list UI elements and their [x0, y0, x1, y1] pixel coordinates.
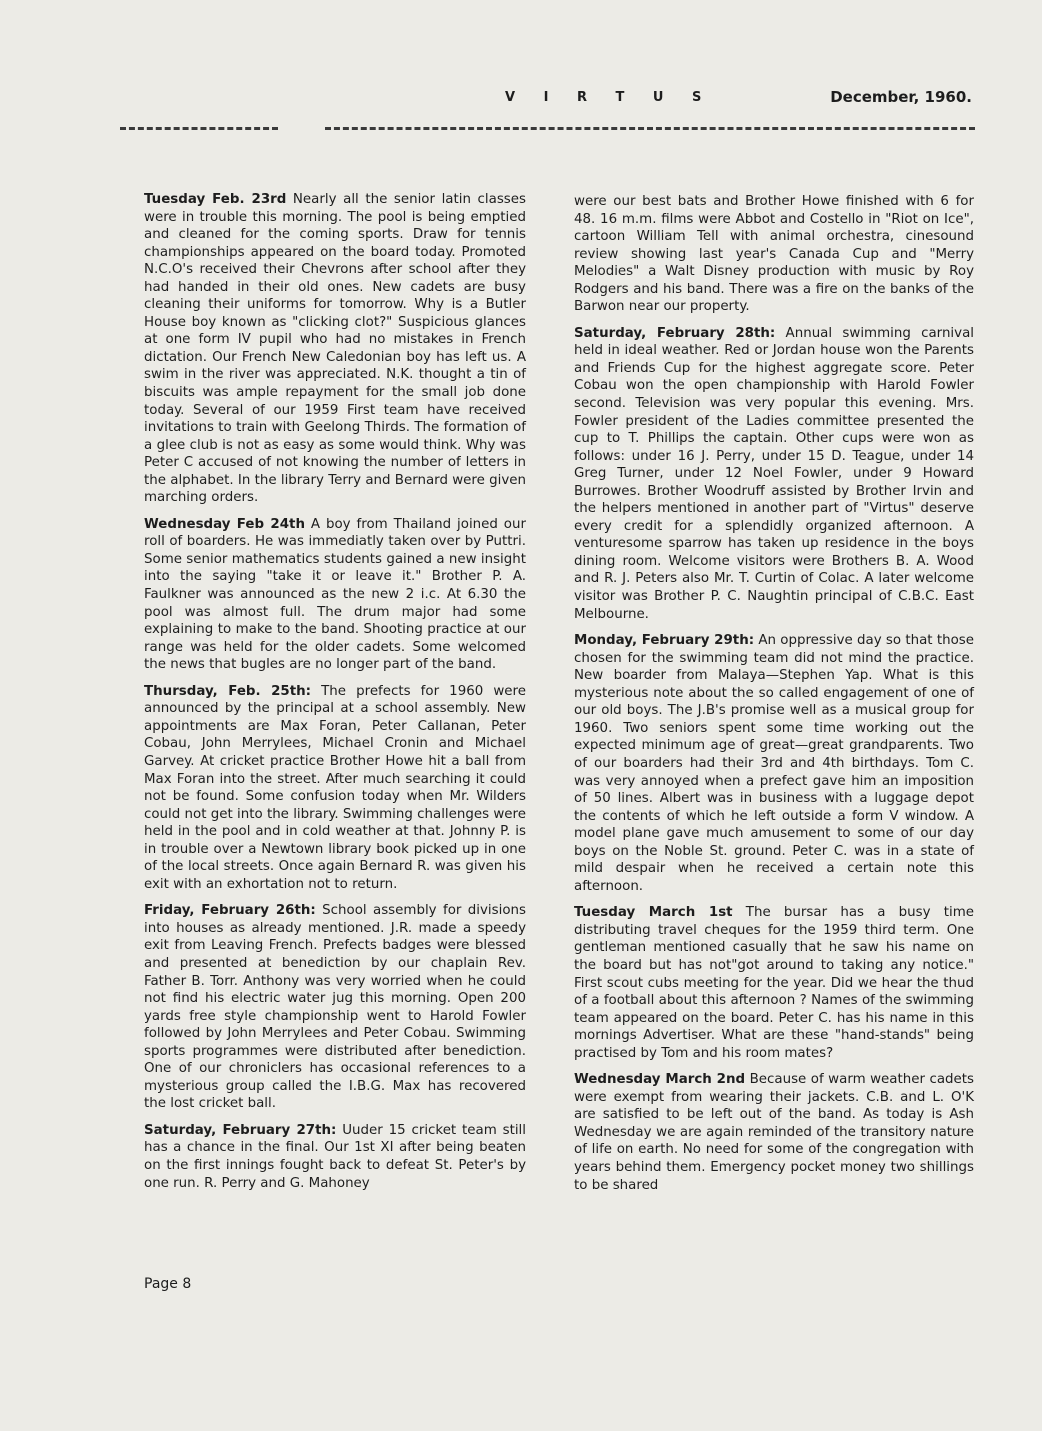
- decorative-rule-right: [325, 127, 975, 130]
- entry-date: Thursday, Feb. 25th:: [144, 683, 312, 699]
- publication-title: V I R T U S: [505, 90, 714, 105]
- diary-entry: [144, 1122, 526, 1192]
- entry-date: Saturday, February 27th:: [144, 1122, 337, 1138]
- entry-date: Friday, February 26th:: [144, 903, 316, 919]
- entry-text: Annual swimming carnival held in ideal weather. Red or Jordan house won the Parents and Friends Cup for the highest aggregate score. Peter Cobau won the open championship with Harold Fowler second. Television was very popular this evening. Mrs. Fowler president of the Ladies committee presented the cup to T. Phillips the captain. Other cups were won as follows: under 16 J. Perry, under 15 D. Teague, under 14 Greg Turner, under 12 Noel Fowler, under 9 Howard Burrowes. Brother Woodruff assisted by Brother Irvin and the helpers mentioned in another part of "Virtus" deserve every credit for a splendidly organized afternoon. A venturesome sparrow has taken up residence in the boys dining room. Welcome visitors were Brothers B. A. Wood and R. J. Peters also Mr. T. Curtin of Colac. A later welcome visitor was Brother P. C. Naughtin principal of C.B.C. East Melbourne.: [574, 325, 975, 622]
- diary-entry: [574, 904, 974, 1062]
- decorative-rule-left: [120, 127, 278, 130]
- diary-entry: [144, 516, 526, 674]
- entry-date: Wednesday March 2nd: [574, 1072, 746, 1088]
- continued-text: were our best bats and Brother Howe finished with 6 for 48. 16 m.m. films were Abbot and Costello in "Riot on Ice", cartoon William Tell with animal orchestra, cinesound review showing last year's Canada Cup and "Merry Melodies" a Walt Disney production with music by Roy Rodgers and his band. There was a fire on the banks of the Barwon near our property.: [574, 194, 974, 315]
- diary-entry: [144, 902, 526, 1113]
- page-number: Page 8: [144, 1276, 192, 1292]
- diary-entry: [574, 632, 974, 895]
- entry-text: An oppressive day so that those chosen for the swimming team did not mind the practice. New boarder from Malaya—Stephen Yap. What is this mysterious note about the so called engagement of one of our old boys. The J.B's promise well as a musical group for 1960. Two seniors spent some time working out the expected minimum age of great—great grandparents. Two of our boarders had their 3rd and 4th birthdays. Tom C. was very annoyed when a prefect gave him an imposition of 50 lines. Albert was in business with a luggage depot the contents of which he left outside a form V window. A model plane gave much amusement to some of our day boys on the Noble St. ground. Peter C. was in a state of mild despair when he received a certain note this afternoon.: [574, 633, 974, 894]
- entry-date: Wednesday Feb 24th: [144, 516, 305, 532]
- left-column: [144, 191, 526, 1201]
- entry-text: A boy from Thailand joined our roll of boarders. He was immediatly taken over by Puttri. Some senior mathematics students gained a new insight into the saying "take it or leave it." Brother P. A. Faulkner was announced as the new 2 i.c. At 6.30 the pool was almost full. The drum major had some explaining to make to the band. Shooting practice at our range was held for the older cadets. Some welcomed the news that bugles are no longer part of the band.: [144, 516, 526, 673]
- entry-date: Saturday, February 28th:: [574, 325, 776, 341]
- entry-date: Tuesday March 1st: [574, 905, 733, 921]
- entry-date: Monday, February 29th:: [574, 633, 755, 649]
- entry-text: Uuder 15 cricket team still has a chance in the final. Our 1st XI after being beaten on the first innings fought back to defeat St. Peter's by one run. R. Perry and G. Mahoney: [144, 1122, 526, 1191]
- entry-text: Nearly all the senior latin classes were in trouble this morning. The pool is being emptied and cleaned for the coming sports. Draw for tennis championships appeared on the board today. Promoted N.C.O's received their Chevrons after school after they had handed in their old ones. New cadets are busy cleaning their uniforms for tomorrow. Why is a Butler House boy known as "clicking clot?" Suspicious glances at one form IV pupil who had no mistakes in French dictation. Our French New Caledonian boy has left us. A swim in the river was appreciated. N.K. thought a tin of biscuits was ample repayment for the small job done today. Several of our 1959 First team have received invitations to train with Geelong Thirds. The formation of a glee club is not as easy as some would think. Why was Peter C accused of not knowing the number of letters in the alphabet. In the library Terry and Bernard were given marching orders.: [144, 192, 526, 506]
- entry-text: School assembly for divisions into houses as already mentioned. J.R. made a speedy exit from Leaving French. Prefects badges were blessed and presented at benediction by our chaplain Rev. Father B. Torr. Anthony was very worried when he could not find his electric water jug this morning. Open 200 yards free style championship went to Harold Fowler followed by John Merrylees and Peter Cobau. Swimming sports programmes were distributed after benediction. One of our chroniclers has occasional references to a mysterious group called the I.B.G. Max has recovered the lost cricket ball.: [144, 903, 526, 1112]
- entry-text: Because of warm weather cadets were exempt from wearing their jackets. C.B. and L. O'K are satisfied to be left out of the band. As today is Ash Wednesday we are again reminded of the transitory nature of life on earth. No need for some of the congregation with years behind them. Emergency pocket money two shillings to be shared: [574, 1072, 974, 1193]
- diary-entry: [574, 1071, 974, 1194]
- entry-date: Tuesday Feb. 23rd: [144, 192, 287, 207]
- diary-entry: [144, 683, 526, 894]
- right-column: [574, 193, 974, 1203]
- issue-date: December, 1960.: [830, 88, 972, 106]
- diary-entry: [144, 191, 526, 507]
- entry-text: The bursar has a busy time distributing travel cheques for the 1959 third term. One gentleman mentioned casually that he saw his name on the board but has not"got around to taking any notice." First scout cubs meeting for the year. Did we hear the thud of a football about this afternoon ? Names of the swimming team appeared on the board. Peter C. has his name in this mornings Advertiser. What are these "hand-stands" being practised by Tom and his room mates?: [574, 905, 975, 1061]
- diary-entry: [574, 325, 974, 623]
- entry-text: The prefects for 1960 were announced by the principal at a school assembly. New appointments are Max Foran, Peter Callanan, Peter Cobau, John Merrylees, Michael Cronin and Michael Garvey. At cricket practice Brother Howe hit a ball from Max Foran into the street. After much searching it could not be found. Some confusion today when Mr. Wilders could not get into the library. Swimming challenges were held in the pool and in cold weather at that. Johnny P. is in trouble over a Newtown library book picked up in one of the local streets. Once again Bernard R. was given his exit with an exhortation not to return.: [144, 683, 526, 892]
